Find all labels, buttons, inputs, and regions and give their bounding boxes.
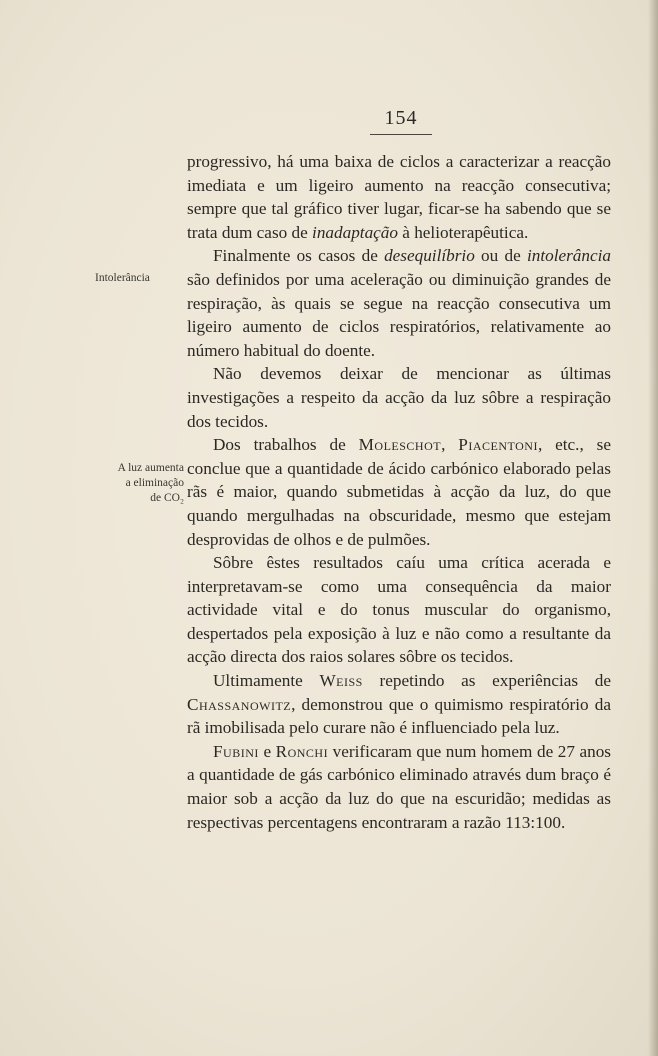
author-name: Chassanowitz — [187, 694, 292, 714]
paragraph-5: Sôbre êstes resultados caíu uma crítica acerada e interpretavam-se como uma consequência da maior actividade vital e do tonus muscular do organismo, despertados pela exposição à luz e não como a resultante da acção directa dos raios solares sôbre os tecidos. — [187, 553, 611, 667]
author-name: Fubini — [213, 741, 259, 761]
paragraph-2 — [187, 244, 611, 362]
paragraph-text: , — [441, 435, 459, 455]
author-name: Moleschot — [358, 435, 442, 455]
italic-term: inadaptação — [312, 222, 398, 242]
paragraph-text: Dos trabalhos de — [213, 435, 359, 455]
italic-term: desequilíbrio — [384, 246, 475, 266]
paragraph-4 — [187, 433, 611, 551]
margin-note-line: a eliminação — [125, 477, 184, 489]
author-name: Piacentoni — [458, 435, 538, 455]
paragraph-text: à helioterapêutica. — [397, 222, 529, 242]
paragraph-7 — [187, 740, 611, 834]
author-name: Weiss — [319, 671, 363, 691]
paragraph-text: ou de — [474, 246, 527, 266]
author-name: Ronchi — [275, 741, 329, 761]
body-text — [187, 150, 611, 834]
paragraph-1 — [187, 150, 611, 244]
paragraph-text: Ultimamente — [213, 671, 320, 691]
paragraph-text: progressivo, há uma baixa de ciclos a caracterizar a reacção imediata e um ligeiro aumento na reacção consecutiva; sempre que tal gráfico tiver lugar, ficar-se ha sabendo que se trata dum caso de — [187, 152, 611, 242]
paragraph-text: , etc., se conclue que a quantidade de ácido carbónico elaborado pelas rãs é maior, quando submetidas à acção da luz, do que quando mergulhadas na obscuridade, mesmo que estejam desprovidas de olhos e de pulmões. — [187, 435, 611, 549]
paragraph-6 — [187, 669, 611, 740]
paragraph-text: repetindo as experiências de — [362, 671, 611, 691]
margin-note-luz — [80, 461, 184, 506]
margin-note-line: de CO₂ — [150, 492, 184, 504]
margin-note-intolerancia — [95, 271, 199, 286]
paragraph-text: verificaram que num homem de 27 anos a quantidade de gás carbónico eliminado através dum braço é maior sob a acção da luz do que na escuridão; medidas as respectivas percentagens encontraram a razão 113:100. — [187, 741, 611, 832]
italic-term: intolerância — [526, 246, 611, 266]
margin-note-text: Intolerância — [95, 272, 150, 284]
paragraph-text: , demonstrou que o quimismo respiratório da rã imobilisada pelo curare não é influenciado pela luz. — [187, 694, 611, 738]
paragraph-text: Finalmente os casos de — [213, 246, 385, 266]
paragraph-text: e — [258, 741, 276, 761]
margin-note-line: A luz aumenta — [117, 462, 184, 474]
page-number: 154 — [370, 104, 432, 135]
paragraph-3: Não devemos deixar de mencionar as últimas investigações a respeito da acção da luz sôbre a respiração dos tecidos. — [187, 364, 611, 431]
paragraph-text: são definidos por uma aceleração ou diminuição grandes de respiração, às quais se segue na reacção consecutiva um ligeiro aumento de ciclos respiratórios, relativamente ao número habitual do doente. — [187, 269, 611, 360]
